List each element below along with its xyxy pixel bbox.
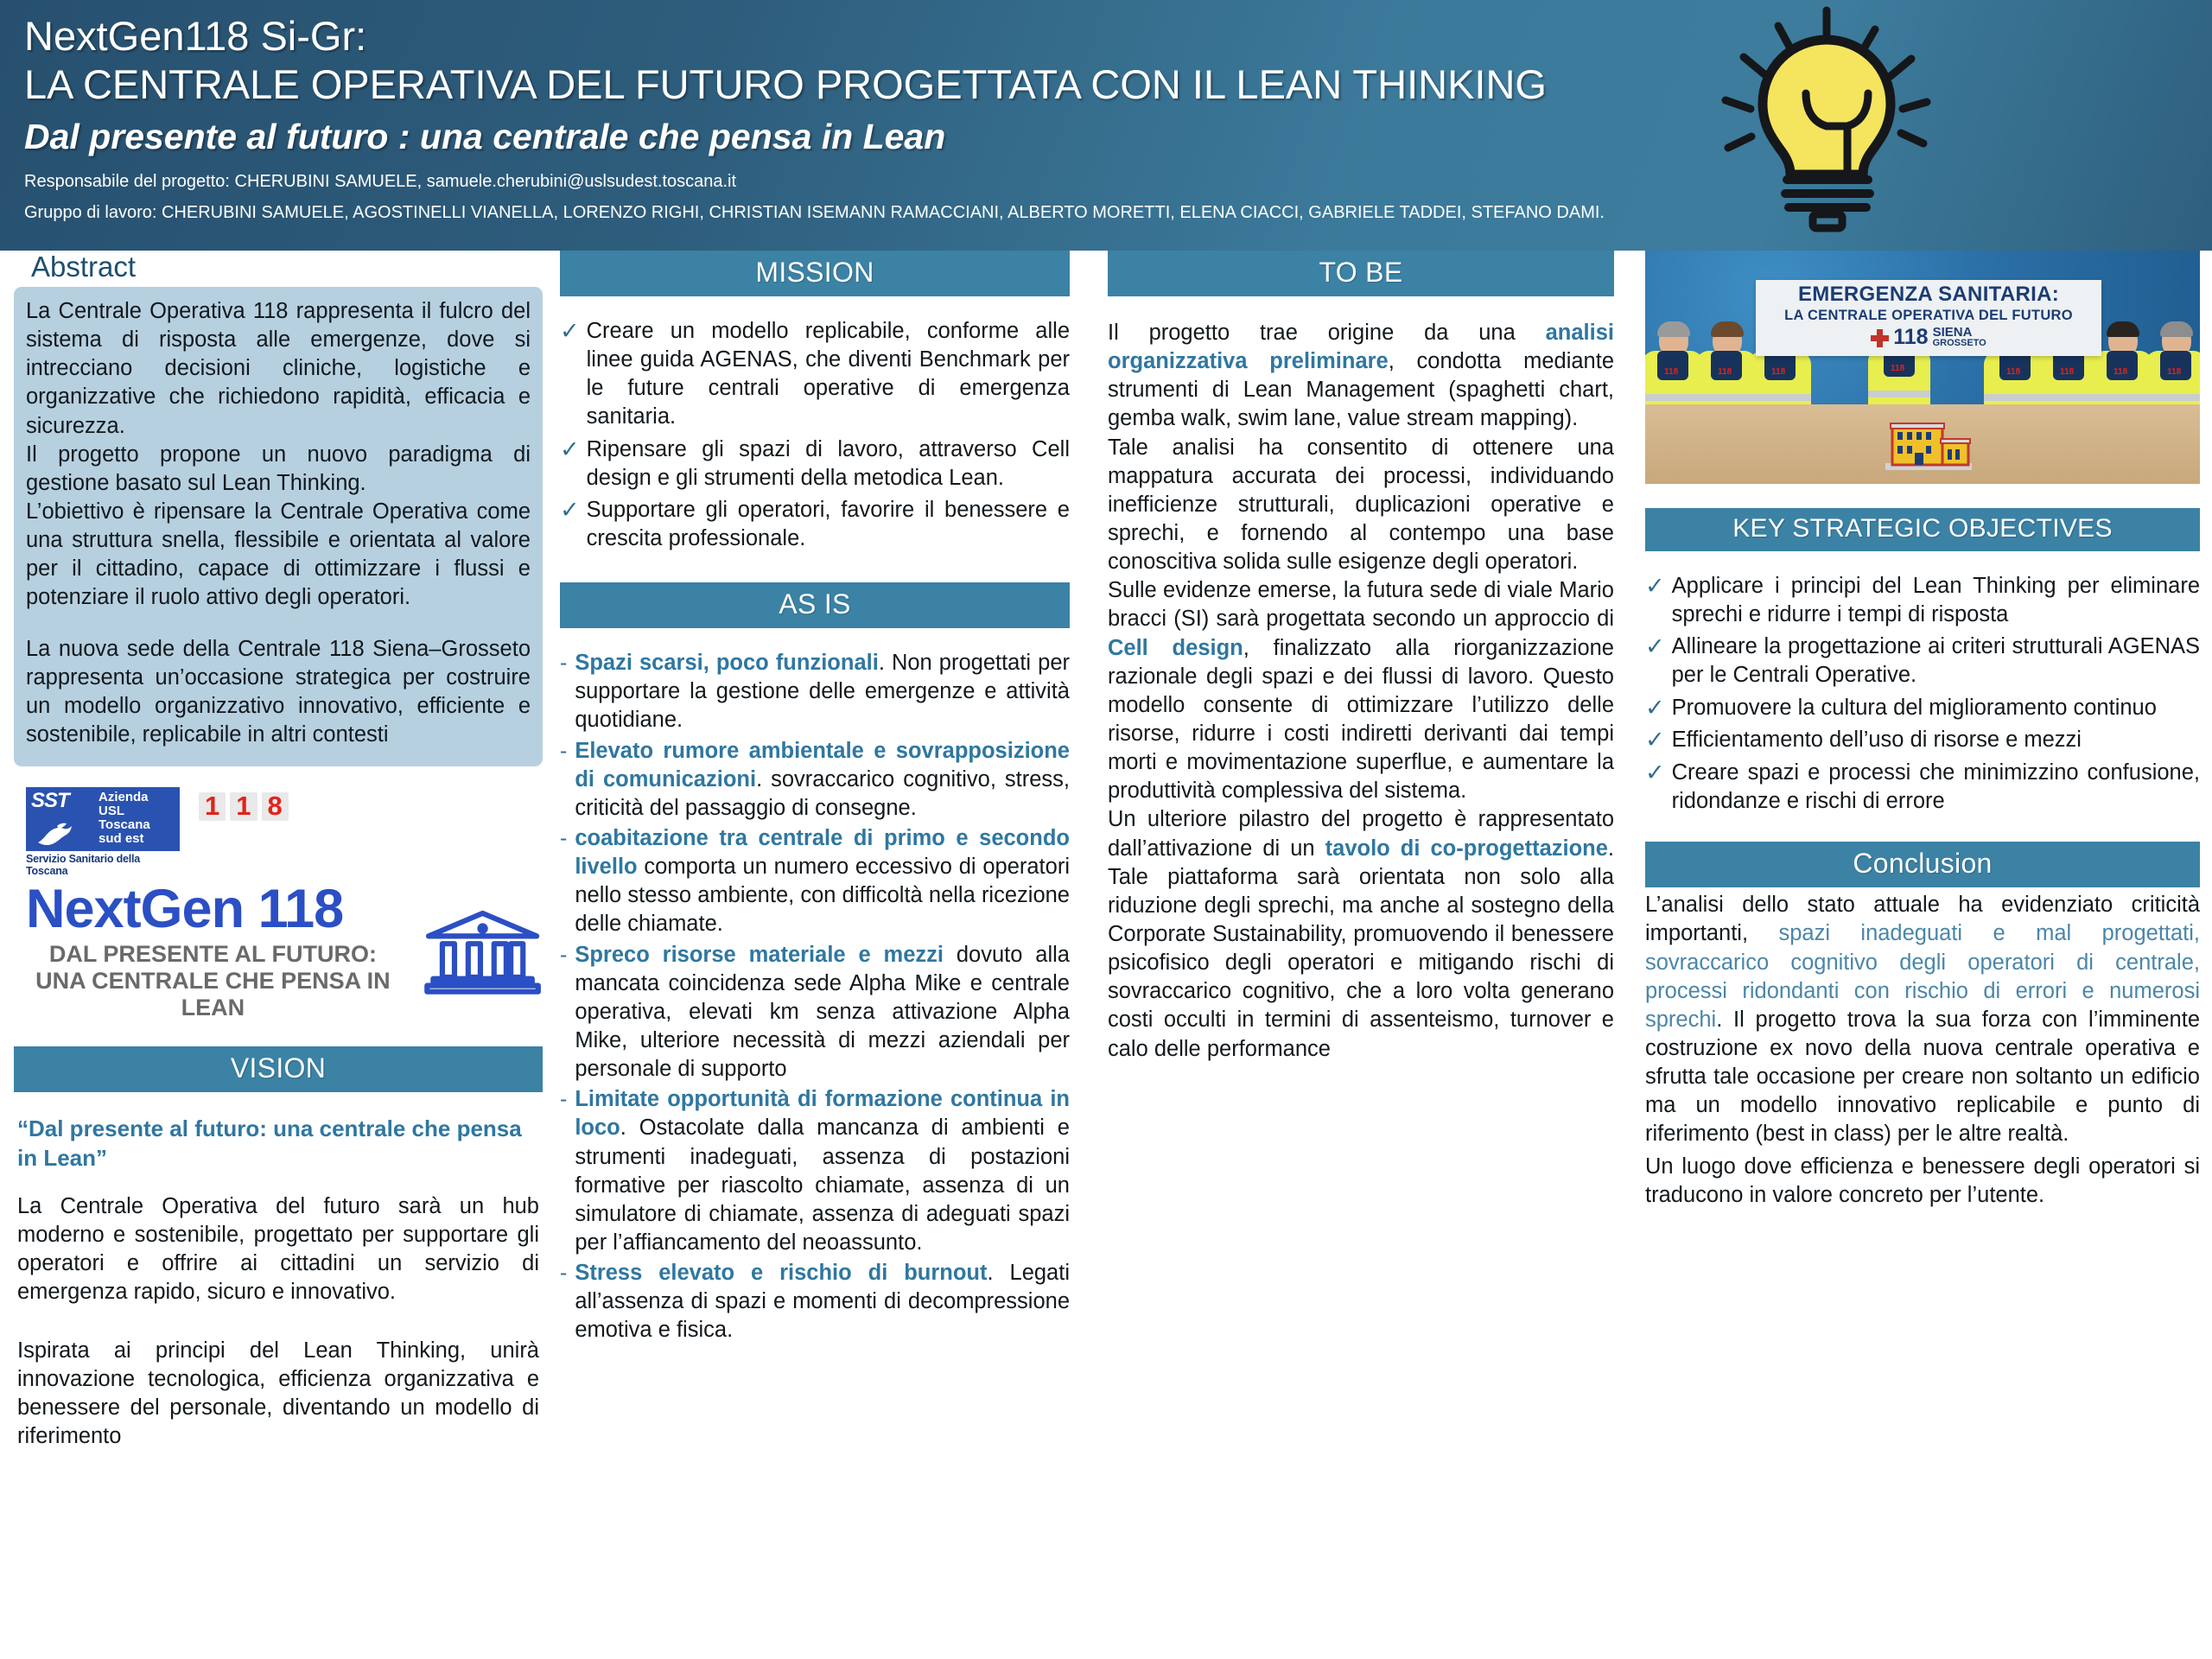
tobe-p4-highlight: tavolo di co-progettazione: [1325, 836, 1608, 861]
conclusion-paragraph-1: [1645, 891, 2200, 1148]
conclusion-p1-part-b: . Il progetto trova la sua forza con l’imminente costruzione ex novo della nuova centrale operativa e sfrutta tale occasione per creare non soltanto un edificio ma un modello innovativo replicabile e punto di riferimento (best in class) per le altre realtà.: [1645, 1007, 2200, 1147]
asl-toscana-logo: [26, 787, 180, 877]
sign-line-1: EMERGENZA SANITARIA:: [1798, 283, 2059, 306]
logo-row: [14, 787, 543, 877]
key-objective-item: [1645, 726, 2200, 755]
building-columns-icon: [423, 903, 543, 1000]
key-objectives-band: KEY STRATEGIC OBJECTIVES: [1645, 508, 2200, 551]
as-is-item: [560, 824, 1070, 939]
dash-icon: -: [560, 738, 568, 763]
poster-subtitle: Dal presente al futuro : una centrale che pensa in Lean: [24, 116, 946, 156]
tobe-p4-part-b: . Tale piattaforma sarà orientata non solo alla riduzione degli sprechi, ma anche al sostegno della Corporate Sustainability, promuovendo il benessere psicofisico degli operatori e mitigando rischi di sovraccarico cognitivo, che a loro volta generano costi occulti in termini di assenteismo, turnover e calo delle performance: [1108, 836, 1615, 1061]
mission-text: Creare un modello replicabile, conforme alle linee guida AGENAS, che diventi Benchmark per le future centrali operative di emergenza sanitaria.: [586, 319, 1070, 429]
tobe-p1-part-b: , condotta mediante strumenti di Lean Management (spaghetti chart, gemba walk, swim lane, value stream mapping).: [1108, 349, 1615, 431]
tobe-p1-part-a: Il progetto trae origine da una: [1108, 321, 1546, 345]
conclusion-paragraph-2: Un luogo dove efficienza e benessere degli operatori si traducono in valore concreto per l’utente.: [1645, 1154, 2200, 1207]
as-is-item-text: Elevato rumore ambientale e sovrapposizione di comunicazioni. sovraccarico cognitivo, stress, criticità del passaggio di consegne.: [575, 738, 1070, 820]
sign-city-grosseto: GROSSETO: [1932, 337, 1986, 348]
as-is-item-keyword: coabitazione tra centrale di primo e secondo livello: [575, 825, 1070, 880]
key-objective-item: [1645, 632, 2200, 690]
sign-line-2: LA CENTRALE OPERATIVA DEL FUTURO: [1784, 308, 2073, 323]
abstract-paragraph-1: La Centrale Operativa 118 rappresenta il fulcro del sistema di risposta alle emergenze, dove si intrecciano decisioni cliniche, logistiche e organizzative che richiedono rapidità, efficacia e sicurezza.: [26, 299, 531, 438]
check-icon: ✓: [1645, 760, 1665, 786]
abstract-paragraph-3: L’obiettivo è ripensare la Centrale Operativa come una struttura snella, flessibile e orientata al valore per il cittadino, capace di ottimizzare i flussi e potenziare il ruolo attivo degli operatori.: [26, 499, 531, 610]
vision-paragraph-2: Ispirata ai principi del Lean Thinking, unirà innovazione tecnologica, efficienza organizzativa e benessere del personale, diventando un modello di riferimento: [17, 1338, 539, 1448]
poster-title-line2: LA CENTRALE OPERATIVA DEL FUTURO PROGETTATA CON IL LEAN THINKING: [24, 61, 1547, 108]
sst-name-line2: USL: [99, 804, 124, 818]
building-model-icon: [1880, 415, 1977, 472]
118-badge: [199, 792, 289, 821]
key-objective-text: Allineare la progettazione ai criteri strutturali AGENAS per le Centrali Operative.: [1671, 634, 2200, 688]
badge-digit-1: 1: [199, 792, 226, 821]
check-icon: ✓: [560, 435, 580, 462]
project-lead-line: Responsabile del progetto: CHERUBINI SAMUELE, samuele.cherubini@uslsudest.toscana.it: [24, 172, 737, 192]
tobe-body: [1108, 319, 1614, 1064]
mission-item: [560, 317, 1070, 432]
check-icon: ✓: [1645, 694, 1665, 721]
team-photo: [1645, 251, 2200, 484]
abstract-paragraph-2: Il progetto propone un nuovo paradigma di gestione basato sul Lean Thinking.: [26, 442, 531, 495]
abstract-title: Abstract: [31, 251, 137, 283]
key-objective-text: Efficientamento dell’uso di risorse e mezzi: [1671, 728, 2082, 753]
tobe-p3-highlight: Cell design: [1108, 635, 1243, 660]
as-is-list: [560, 649, 1070, 1344]
key-objective-text: Promuovere la cultura del miglioramento continuo: [1671, 695, 2157, 720]
check-icon: ✓: [1645, 573, 1665, 599]
as-is-item-keyword: Elevato rumore ambientale e sovrapposizione di comunicazioni: [575, 738, 1070, 791]
sst-abbrev-text: SST: [31, 789, 69, 813]
vision-band: VISION: [14, 1046, 543, 1092]
key-objective-text: Creare spazi e processi che minimizzino confusione, ridondanze e rischi di errore: [1671, 760, 2200, 814]
lightbulb-icon: [1695, 5, 1980, 237]
mission-item: [560, 496, 1070, 553]
sst-name-line1: Azienda: [99, 790, 149, 805]
key-objectives-list: [1645, 572, 2200, 816]
key-objectives-block: [1645, 508, 2200, 816]
mission-text: Ripensare gli spazi di lavoro, attraverso Cell design e gli strumenti della metodica Lean.: [586, 436, 1070, 490]
vision-paragraph-1: La Centrale Operativa del futuro sarà un hub moderno e sostenibile, progettato per supportare gli operatori e offrire ai cittadini un servizio di emergenza rapido, sicuro e innovativo.: [17, 1194, 539, 1305]
dash-icon: -: [560, 651, 568, 676]
dash-icon: -: [560, 1261, 568, 1286]
red-cross-icon: [1871, 329, 1889, 347]
poster-title-line1: NextGen118 Si-Gr:: [24, 13, 367, 59]
mission-text: Supportare gli operatori, favorire il benessere e crescita professionale.: [586, 497, 1070, 550]
header-text-block: [24, 12, 1787, 225]
column-mission-asis: [560, 251, 1070, 1347]
as-is-item-text: Spazi scarsi, poco funzionali. Non progettati per supportare la gestione delle emergenze e attività quotidiane.: [575, 651, 1071, 733]
sst-name-line3: Toscana: [99, 817, 150, 832]
sst-name-block: [93, 787, 180, 851]
as-is-item-keyword: Limitate opportunità di formazione continua in loco: [575, 1087, 1070, 1141]
check-icon: ✓: [1645, 727, 1665, 753]
working-group-line: Gruppo di lavoro: CHERUBINI SAMUELE, AGOSTINELLI VIANELLA, LORENZO RIGHI, CHRISTIAN ISEMANN RAMACCIANI, ALBERTO MORETTI, ELENA CIACCI, GABRIELE TADDEI, STEFANO DAMI.: [24, 203, 1605, 223]
tobe-p3-part-b: , finalizzato alla riorganizzazione razionale degli spazi e dei flussi di lavoro. Questo modello consente di ottimizzare l’utilizzo delle risorse, ridurre i costi indiretti derivanti dai tempi morti e movimentazione superflue, e aumentare la produttività complessiva del sistema.: [1108, 635, 1614, 804]
mission-list: [560, 317, 1070, 553]
badge-digit-3: 8: [262, 792, 289, 821]
as-is-item-keyword: Spazi scarsi, poco funzionali: [575, 651, 879, 676]
column-tobe: [1108, 251, 1614, 1064]
mission-item: [560, 435, 1070, 493]
mission-band: MISSION: [560, 251, 1070, 296]
conclusion-block: [1645, 842, 2200, 1210]
dash-icon: -: [560, 942, 568, 967]
sst-caption: Servizio Sanitario della Toscana: [26, 853, 141, 878]
key-objective-item: [1645, 759, 2200, 816]
tobe-paragraph-2: Tale analisi ha consentito di ottenere una mappatura accurata dei processi, individuando inefficienze strutturali, duplicazioni operative e sprechi, e fornendo al contempo una base conoscitiva solida sulle esigenze degli operatori.: [1108, 435, 1614, 575]
badge-digit-2: 1: [230, 792, 257, 821]
nextgen-tagline-line1: DAL PRESENTE AL FUTURO:: [48, 941, 377, 968]
poster-header: [0, 0, 2212, 251]
tobe-p4-part-a: Un ulteriore pilastro del progetto è rappresentato dall’attivazione di un: [1108, 807, 1614, 861]
tobe-paragraph-3: [1108, 576, 1614, 805]
dash-icon: -: [560, 1087, 568, 1112]
as-is-item: [560, 1259, 1070, 1344]
photo-crew: 118 118 118 118 118 118 118 118: [1645, 306, 2200, 420]
key-objective-item: [1645, 572, 2200, 629]
as-is-item: [560, 737, 1070, 823]
tobe-p1-highlight: analisi organizzativa preliminare: [1108, 321, 1614, 374]
nextgen-logo: [14, 879, 543, 1020]
sst-emblem: [26, 787, 93, 851]
photo-signboard: [1756, 280, 2101, 356]
tobe-paragraph-1: [1108, 319, 1614, 434]
abstract-box: [14, 287, 543, 766]
check-icon: ✓: [560, 318, 580, 344]
conclusion-band: Conclusion: [1645, 842, 2200, 887]
asis-band: AS IS: [560, 582, 1070, 628]
pegasus-icon: [35, 818, 78, 848]
dash-icon: -: [560, 825, 568, 850]
as-is-item-text: Limitate opportunità di formazione continua in loco. Ostacolate dalla mancanza di ambienti e strumenti inadeguati, assenza di postazioni formative per riascolto chiamate, assenza di un simulatore di chiamate, assenza di adeguati spazi per l’affiancamento del neoassunto.: [575, 1087, 1070, 1255]
conclusion-p1-highlight: spazi inadeguati e mal progettati, sovraccarico cognitivo degli operatori di centrale, processi ridondanti con rischio di errori e numerosi sprechi: [1645, 921, 2201, 1032]
key-objective-item: [1645, 694, 2200, 723]
tobe-band: TO BE: [1108, 251, 1614, 296]
check-icon: ✓: [560, 496, 580, 523]
as-is-item: [560, 1085, 1070, 1257]
as-is-item: [560, 649, 1070, 734]
column-right: [1645, 251, 2200, 1210]
as-is-item-keyword: Stress elevato e rischio di burnout: [575, 1261, 988, 1286]
abstract-paragraph-4: La nuova sede della Centrale 118 Siena–Grosseto rappresenta un’occasione strategica per costruire un modello organizzativo innovativo, efficiente e sostenibile, replicabile in altri contesti: [26, 636, 531, 747]
as-is-item: [560, 941, 1070, 1084]
as-is-item-keyword: Spreco risorse materiale e mezzi: [575, 942, 944, 967]
as-is-item-text: Stress elevato e rischio di burnout. Legati all’assenza di spazi e momenti di decompressione emotiva e fisica.: [575, 1261, 1070, 1343]
tobe-p3-part-a: Sulle evidenze emerse, la futura sede di viale Mario bracci (SI) sarà progettata secondo un approccio di: [1108, 578, 1614, 632]
as-is-item-text: Spreco risorse materiale e mezzi dovuto alla mancata coincidenza sede Alpha Mike e centrale operativa, elevati km senza attivazione Alpha Mike, ulteriore necessità di mezzi aziendali per personale di supporto: [575, 942, 1070, 1082]
sign-118: 118: [1893, 325, 1929, 350]
nextgen-wordmark: NextGen 118: [26, 879, 344, 940]
nextgen-tagline-line2: UNA CENTRALE CHE PENSA IN LEAN: [35, 967, 391, 1020]
check-icon: ✓: [1645, 633, 1665, 660]
conclusion-p1-part-a: L’analisi dello stato attuale ha evidenziato criticità importanti,: [1645, 893, 2200, 946]
column-left: [14, 251, 543, 1451]
sst-name-line4: sud est: [99, 830, 144, 846]
vision-quote: “Dal presente al futuro: una centrale che pensa in Lean”: [17, 1116, 522, 1172]
key-objective-text: Applicare i principi del Lean Thinking per eliminare sprechi e ridurre i tempi di risposta: [1671, 574, 2200, 627]
tobe-paragraph-4: [1108, 805, 1614, 1063]
sign-city-siena: SIENA: [1932, 324, 1973, 340]
as-is-item-text: coabitazione tra centrale di primo e secondo livello comporta un numero eccessivo di operatori nello stesso ambiente, con difficoltà nella ricezione delle chiamate.: [575, 825, 1070, 937]
